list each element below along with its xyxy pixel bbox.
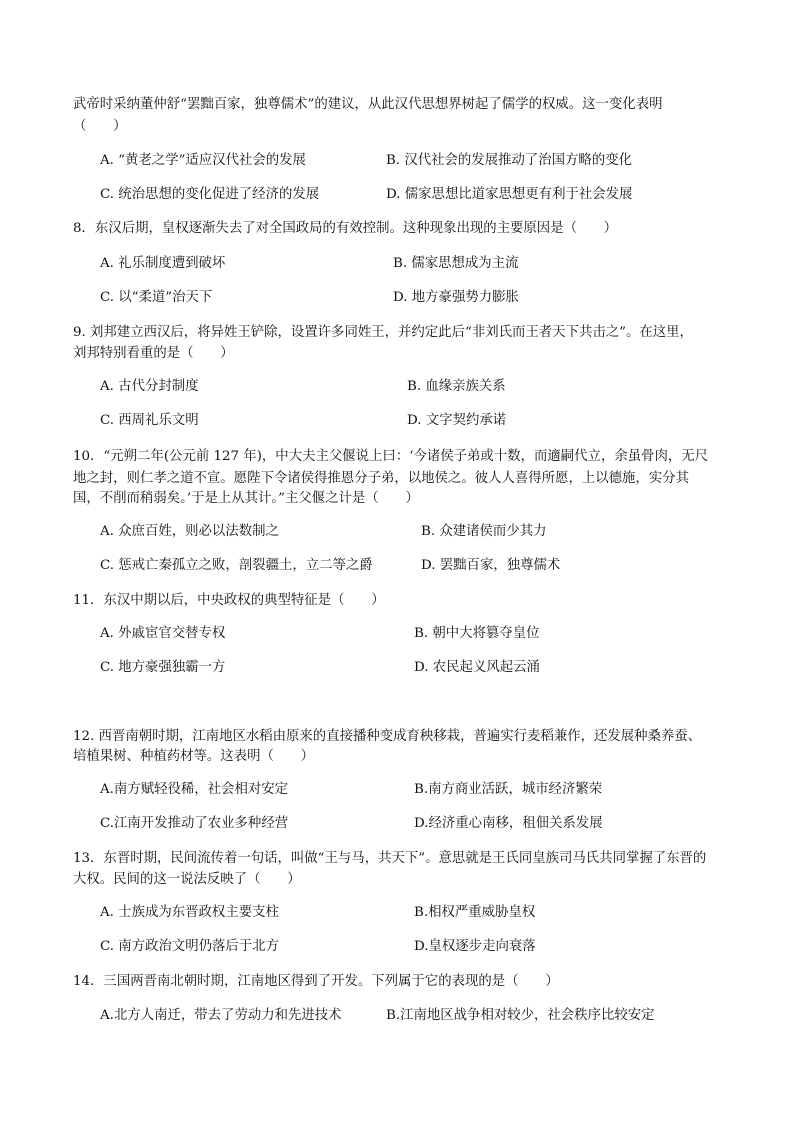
q10-stem-line-2: 地之封，则仁孝之道不宣。愿陛下令诸侯得推恩分子弟，以地侯之。彼人人喜得所愿，上以德施，实分其 xyxy=(73,471,689,486)
q10-option-a: A. 众庶百姓，则必以法数制之 xyxy=(100,524,279,539)
q7-option-a: A. “黄老之学”适应汉代社会的发展 xyxy=(100,153,306,168)
q8-option-c: C. 以“柔道”治天下 xyxy=(100,290,213,305)
q12-stem-line-2: 培植果树、种植药材等。这表明（ ） xyxy=(73,749,315,764)
q14-option-b: B.江南地区战争相对较少，社会秩序比较安定 xyxy=(386,1008,655,1023)
q8-option-d: D. 地方豪强势力膨胀 xyxy=(393,290,519,305)
q9-option-b: B. 血缘亲族关系 xyxy=(407,379,506,394)
q8-stem: 8．东汉后期，皇权逐渐失去了对全国政局的有效控制。这种现象出现的主要原因是（ ） xyxy=(73,221,618,236)
q7-option-b: B. 汉代社会的发展推动了治国方略的变化 xyxy=(386,153,632,168)
q10-stem-line-3: 国，不削而稍弱矣。’于是上从其计。”主父偃之计是（ ） xyxy=(73,491,419,506)
q12-option-a: A.南方赋轻役稀，社会相对安定 xyxy=(100,782,289,797)
q13-option-a: A. 士族成为东晋政权主要支柱 xyxy=(100,905,279,920)
q9-option-d: D. 文字契约承诺 xyxy=(407,413,507,428)
q13-option-d: D.皇权逐步走向衰落 xyxy=(414,939,536,954)
q7-option-d: D. 儒家思想比道家思想更有利于社会发展 xyxy=(386,187,633,202)
q9-stem-line-2: 刘邦特别看重的是（ ） xyxy=(73,346,234,361)
q10-option-b: B. 众建诸侯而少其力 xyxy=(421,524,547,539)
q10-stem-line-1: 10．“元朔二年(公元前 127 年)，中大夫主父偃说上曰：‘今诸侯子弟或十数，而適嗣代立，余虽骨肉，无尺 xyxy=(73,449,709,464)
q9-stem-line-1: 9. 刘邦建立西汉后，将异姓王铲除，设置许多同姓王，并约定此后“非刘氏而王者天下共击之”。在这里， xyxy=(73,325,693,340)
q7-option-c: C. 统治思想的变化促进了经济的发展 xyxy=(100,187,320,202)
q7-stem-line-2: （ ） xyxy=(73,119,127,134)
q12-stem-line-1: 12. 西晋南朝时期，江南地区水稻由原来的直接播种变成育秧移栽，普遍实行麦稻兼作，还发展种桑养蚕、 xyxy=(73,729,702,744)
q14-stem: 14．三国两晋南北朝时期，江南地区得到了开发。下列属于它的表现的是（ ） xyxy=(73,974,559,989)
q12-option-b: B.南方商业活跃，城市经济繁荣 xyxy=(414,782,603,797)
q11-option-d: D. 农民起义风起云涌 xyxy=(414,660,540,675)
q13-stem-line-1: 13．东晋时期，民间流传着一句话，叫做“王与马，共天下”。意思就是王氏同皇族司马氏共同掌握了东晋的 xyxy=(73,851,707,866)
q11-option-c: C. 地方豪强独霸一方 xyxy=(100,660,226,675)
q12-option-d: D.经济重心南移，租佃关系发展 xyxy=(414,816,603,831)
q10-option-c: C. 惩戒亡秦孤立之败，剖裂疆土，立二等之爵 xyxy=(100,558,373,573)
q13-stem-line-2: 大权。民间的这一说法反映了（ ） xyxy=(73,872,301,887)
q8-option-b: B. 儒家思想成为主流 xyxy=(393,256,519,271)
q12-option-c: C.江南开发推动了农业多种经营 xyxy=(100,816,289,831)
q11-stem: 11．东汉中期以后，中央政权的典型特征是（ ） xyxy=(73,593,385,608)
q10-option-d: D. 罢黜百家，独尊儒术 xyxy=(421,558,561,573)
q14-option-a: A.北方人南迁，带去了劳动力和先进技术 xyxy=(100,1008,342,1023)
q9-option-a: A. 古代分封制度 xyxy=(100,379,199,394)
q11-option-a: A. 外戚宦官交替专权 xyxy=(100,626,226,641)
q8-option-a: A. 礼乐制度遭到破坏 xyxy=(100,256,226,271)
q7-stem-line-1: 武帝时采纳董仲舒“罢黜百家，独尊儒术”的建议，从此汉代思想界树起了儒学的权威。这一变化表明 xyxy=(73,97,663,112)
q11-option-b: B. 朝中大将篡夺皇位 xyxy=(414,626,540,641)
q13-option-c: C. 南方政治文明仍落后于北方 xyxy=(100,939,279,954)
q9-option-c: C. 西周礼乐文明 xyxy=(100,413,199,428)
q13-option-b: B.相权严重威胁皇权 xyxy=(414,905,536,920)
